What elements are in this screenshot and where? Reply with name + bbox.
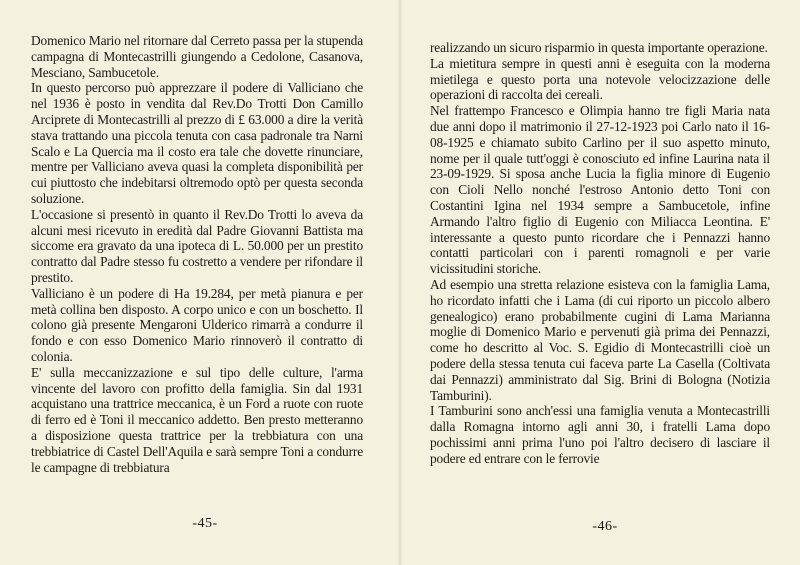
paragraph: Valliciano è un podere di Ha 19.284, per metà pianura e per metà collina ben disposto. A corpo unico e con un boschetto. Il colono già presente Mengaroni Ulderico rimarrà a condurre il fondo e con esso Domenico Mario rinnoverò il contratto di colonia. xyxy=(31,285,363,364)
paragraph: Ad esempio una stretta relazione esisteva con la famiglia Lama, ho ricordato infatti che i Lama (di cui riporto un piccolo albero genealogico) erano probabilmente cugini di Lama Marianna moglie di Domenico Mario e pervenuti già prima dei Pennazzi, come ho descritto al Voc. S. Egidio di Montecastrilli cioè un podere della stessa tenuta cui faceva parte La Casella (Coltivata dai Pennazzi) amministrato dal Sig. Brini di Bologna (Notizia Tamburini). xyxy=(430,276,770,403)
right-page-text xyxy=(430,40,770,467)
page-number: -45- xyxy=(192,516,218,531)
page-number: -46- xyxy=(592,519,618,534)
paragraph: I Tamburini sono anch'essi una famiglia venuta a Montecastrilli dalla Romagna intorno agli anni 30, i fratelli Lama dopo pochissimi anni prima l'uno poi l'altro decisero di lasciare il podere ed entrare con le ferrovie xyxy=(430,403,770,466)
paragraph: In questo percorso può apprezzare il podere di Valliciano che nel 1936 è posto in vendita dal Rev.Do Trotti Don Camillo Arciprete di Montecastrilli al prezzo di £ 63.000 a dire la verità stava trattando una piccola tenuta con casa padronale tra Narni Scalo e La Quercia ma il costo era tale che dovette rinunciare, mentre per Valliciano aveva quasi la completa disponibilità per cui piuttosto che indebitarsi oltremodo optò per questa seconda soluzione. xyxy=(31,80,363,206)
paragraph: L'occasione si presentò in quanto il Rev.Do Trotti lo aveva da alcuni mesi ricevuto in eredità dal Padre Giovanni Battista ma siccome era gravato da una ipoteca di L. 50.000 per un prestito contratto dal Padre stesso fu costretto a vendere per rifondare il prestito. xyxy=(31,206,363,285)
paragraph: E' sulla meccanizzazione e sul tipo delle culture, l'arma vincente del lavoro con profitto della famiglia. Sin dal 1931 acquistano una trattrice meccanica, è un Ford a ruote con ruote di ferro ed è Toni il meccanico addetto. Ben presto metteranno a disposizione questa trattrice per la trebbiatura con una trebbiatrice di Castel Dell'Aquila e sarà sempre Toni a condurre le campagne di trebbiatura xyxy=(31,364,363,475)
paragraph: La mietitura sempre in questi anni è eseguita con la moderna mietilega e questo porta una notevole velocizzazione delle operazioni di raccolta dei cereali. xyxy=(430,55,770,103)
right-page xyxy=(400,0,800,565)
paragraph: Nel frattempo Francesco e Olimpia hanno tre figli Maria nata due anni dopo il matrimonio il 27-12-1923 poi Carlo nato il 16-08-1925 e chiamato subito Carlino per il suo aspetto minuto, nome per il quale tutt'oggi è conosciuto ed infine Laurina nata il 23-09-1929. Si sposa anche Lucia la figlia minore di Eugenio con Cioli Nello nonché l'estroso Antonio detto Toni con Costantini Igina nel 1934 sempre a Sambucetole, infine Armando l'altro figlio di Eugenio con Miliacca Leontina. E' interessante a questo punto ricordare che i Pennazzi hanno contatti particolari con i parenti romagnoli e per varie vicissitudini storiche. xyxy=(430,103,770,277)
paragraph: realizzando un sicuro risparmio in questa importante operazione. xyxy=(430,40,768,55)
paragraph: Domenico Mario nel ritornare dal Cerreto passa per la stupenda campagna di Montecastrilli giungendo a Cedolone, Casanova, Mesciano, Sambucetole. xyxy=(31,33,363,80)
left-page-text xyxy=(31,33,363,475)
